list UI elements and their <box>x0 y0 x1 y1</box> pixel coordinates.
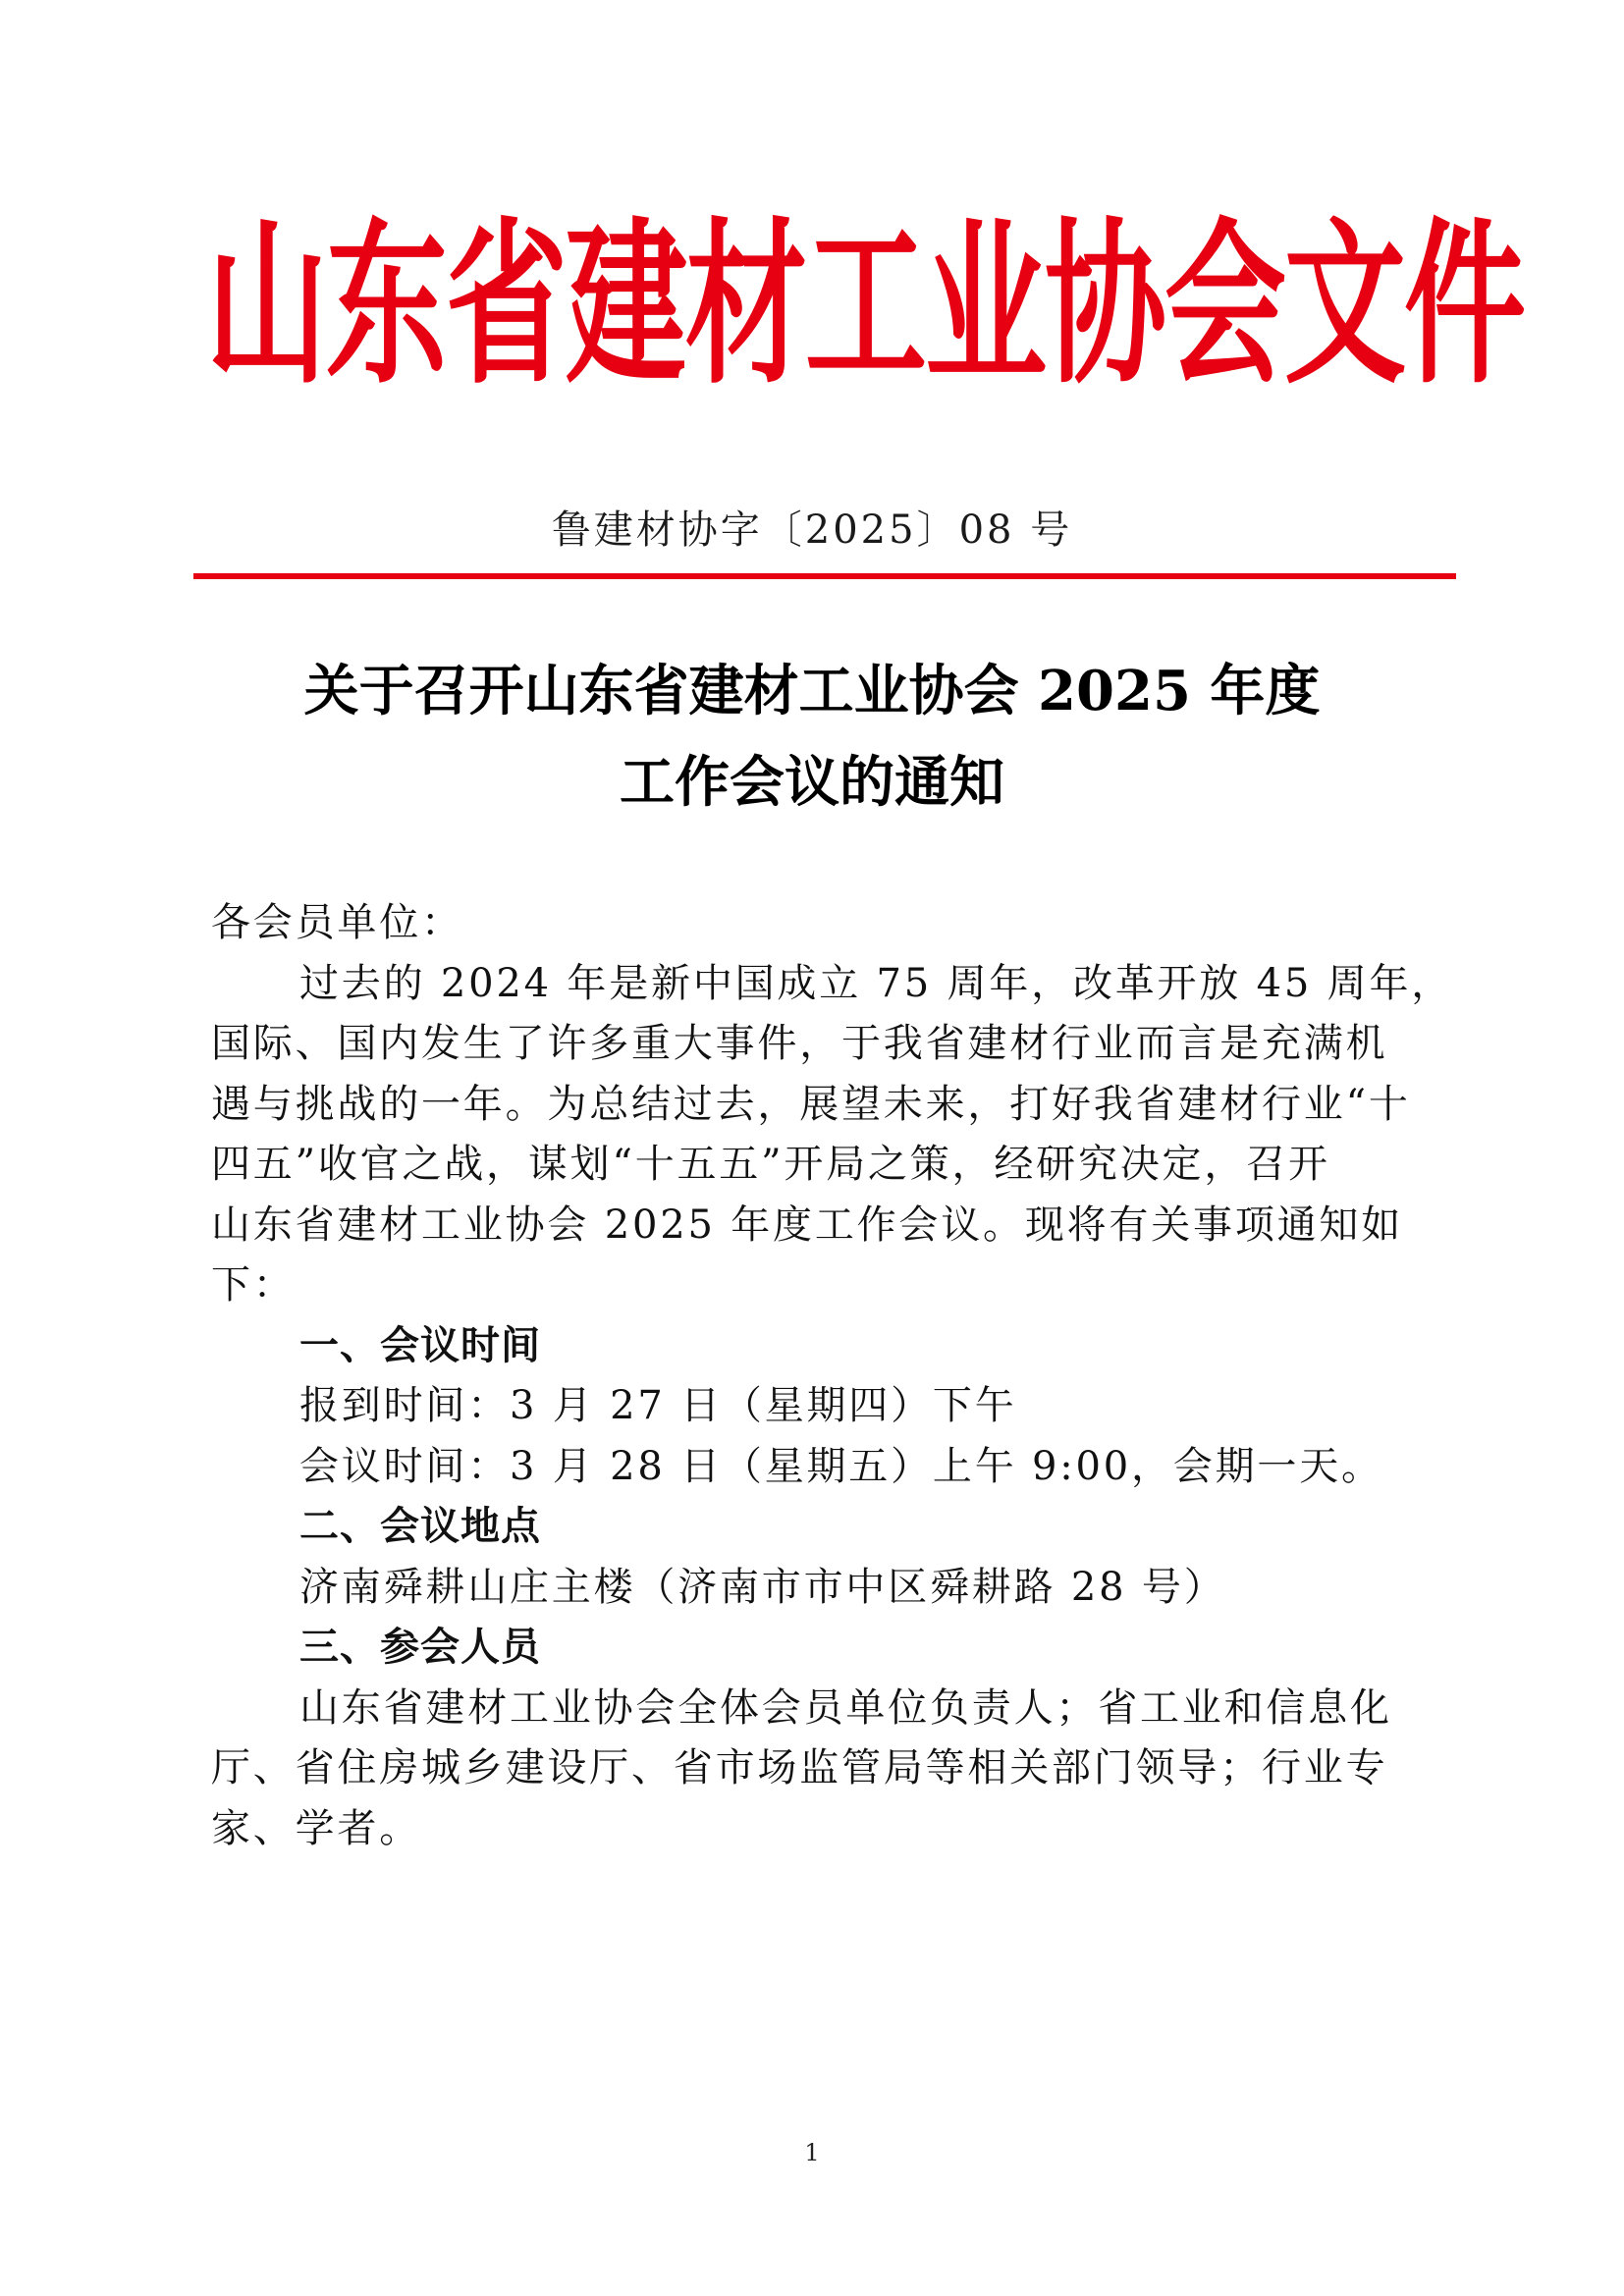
intro-line: 国际、国内发生了许多重大事件，于我省建材行业而言是充满机 <box>211 1021 1388 1066</box>
notice-title-line-2: 工作会议的通知 <box>620 750 1004 815</box>
meeting-time: 会议时间：3 月 28 日（星期五）上午 9:00，会期一天。 <box>299 1443 1383 1489</box>
intro-line: 四五”收官之战，谋划“十五五”开局之策，经研究决定，召开 <box>211 1142 1330 1187</box>
registration-time: 报到时间：3 月 27 日（星期四）下午 <box>299 1383 1017 1428</box>
intro-line: 山东省建材工业协会 2025 年度工作会议。现将有关事项通知如 <box>211 1201 1404 1248</box>
intro-line: 下： <box>211 1262 296 1308</box>
notice-title-line-1: 关于召开山东省建材工业协会 2025 年度 <box>303 659 1321 723</box>
section-heading-venue: 二、会议地点 <box>299 1504 541 1549</box>
section-heading-time: 一、会议时间 <box>299 1322 541 1368</box>
attendees-line: 山东省建材工业协会全体会员单位负责人；省工业和信息化 <box>299 1684 1392 1731</box>
intro-line: 遇与挑战的一年。为总结过去，展望未来，打好我省建材行业“十 <box>211 1081 1411 1127</box>
salutation: 各会员单位： <box>211 900 463 945</box>
section-heading-attendees: 三、参会人员 <box>299 1625 541 1670</box>
red-divider <box>193 573 1456 579</box>
masthead-title: 山东省建材工业协会文件 <box>206 203 1525 409</box>
attendees-line: 厅、省住房城乡建设厅、省市场监管局等相关部门领导；行业专 <box>211 1745 1388 1790</box>
notice-body <box>211 893 1454 1859</box>
document-number: 鲁建材协字〔2025〕08 号 <box>551 507 1073 553</box>
notice-title <box>0 646 1624 828</box>
attendees-line: 家、学者。 <box>211 1805 421 1851</box>
intro-line: 过去的 2024 年是新中国成立 75 周年，改革开放 45 周年， <box>299 960 1454 1006</box>
meeting-venue: 济南舜耕山庄主楼（济南市市中区舜耕路 28 号） <box>299 1564 1226 1610</box>
page-number: 1 <box>804 2139 820 2166</box>
